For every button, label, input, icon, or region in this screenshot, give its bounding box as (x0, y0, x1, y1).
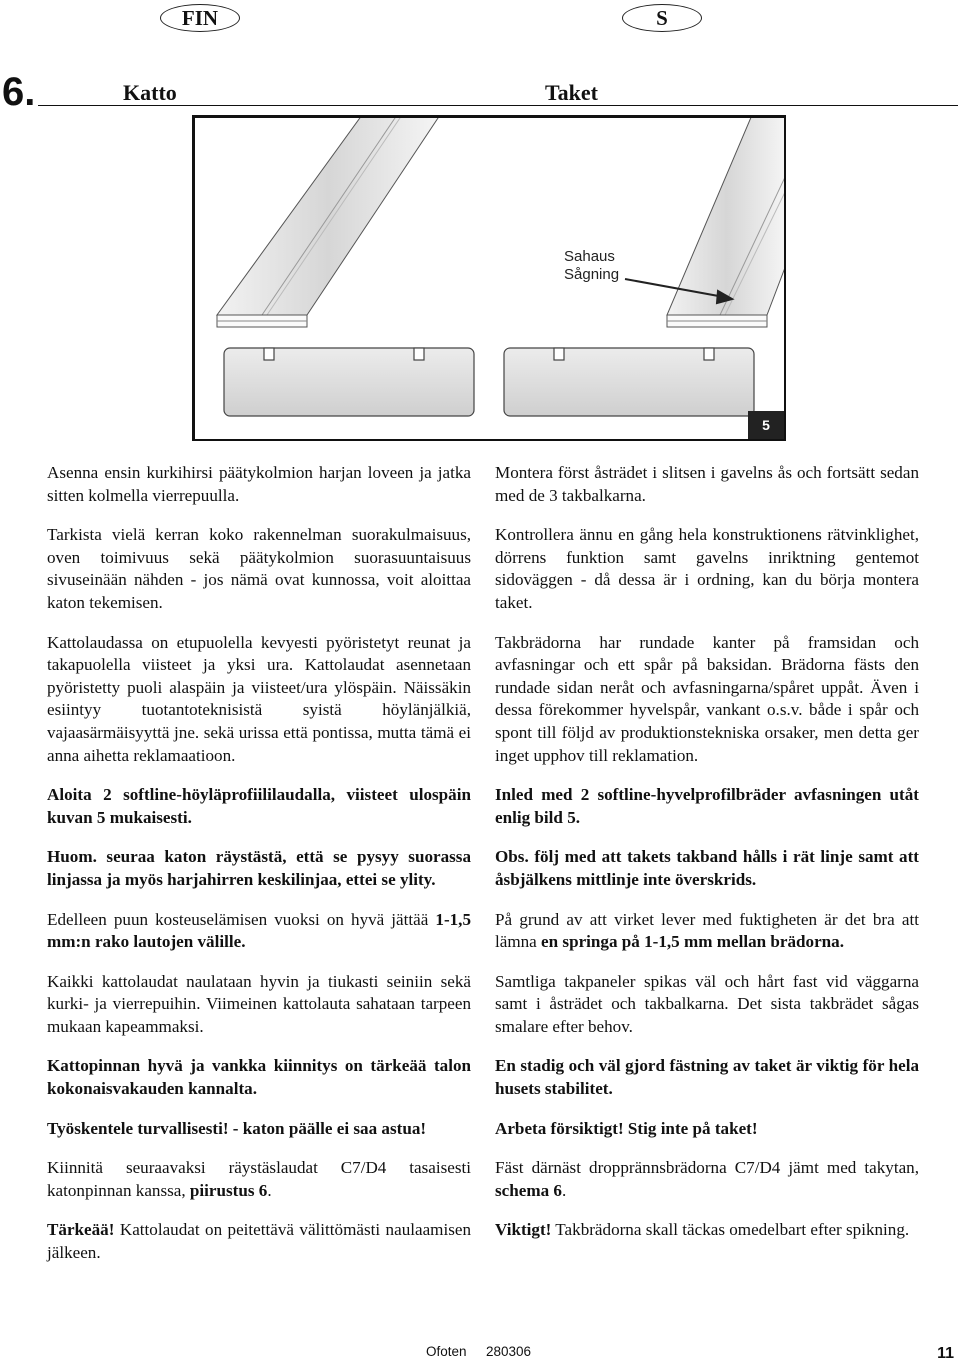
sv-paragraph-11 (495, 1219, 919, 1242)
board-profile-left (224, 348, 474, 416)
language-badge-fin: FIN (160, 4, 240, 32)
sv-paragraph-9: Arbeta försiktigt! Stig inte på taket! (495, 1118, 758, 1138)
sv-paragraph-3: Takbrädorna har rundade kanter på framsidan och avfasningar och ett spår på baksidan. Brädorna fästs den rundade sidan neråt och avfasningarna/spåret uppåt. Även i dessa förekommer hyvelspår, vankant o.s.v. både i spår och spont till följd av produktionstekniska orsaker, men detta ger inget upphov till reklamation. (495, 632, 919, 765)
section-number: 6. (2, 70, 36, 114)
figure-label-sawing-sv: Sågning (564, 266, 620, 283)
sv-important-text: Takbrädorna skall täckas omedelbart efter spikning. (551, 1220, 910, 1240)
section-title-fi: Katto (123, 80, 177, 105)
figure-number: 5 (748, 411, 784, 439)
sv-paragraph-4: Inled med 2 softline-hyvelprofilbräder avfasningen utåt enlig bild 5. (495, 785, 919, 827)
fi-eaves-text: Kiinnitä seuraavaksi räystäslaudat C7/D4 tasaisesti katonpinnan kanssa, (47, 1158, 471, 1200)
fi-gap-text: Edelleen puun kosteuselämisen vuoksi on hyvä jättää (47, 909, 436, 929)
fi-paragraph-2: Tarkista vielä kerran koko rakennelman suorakulmaisuus, oven toimivuus sekä päätykolmion suorasuuntaisuus sivuseinään nähden - jos nämä ovat kunnossa, voit aloittaa katon tekemisen. (47, 525, 471, 612)
fi-eaves-end: . (267, 1180, 272, 1200)
footer-brand: Ofoten (426, 1344, 467, 1359)
roof-board-illustration (192, 115, 786, 441)
sv-paragraph-7: Samtliga takpaneler spikas väl och hårt fast vid väggarna samt i åsträdet och takbalkarna. Det sista takbrädet sågas smalare efter behov. (495, 971, 919, 1036)
sv-drawing-ref: schema 6 (495, 1180, 562, 1200)
fi-important-label: Tärkeää! (47, 1220, 115, 1240)
fi-paragraph-4: Aloita 2 softline-höyläprofiililaudalla, viisteet ulospäin kuvan 5 mukaisesti. (47, 785, 471, 827)
fi-paragraph-7: Kaikki kattolaudat naulataan hyvin ja tiukasti seiniin sekä kurki- ja vierrepuihin. Viimeinen kattolauta sahataan tarpeen mukaan kapeammaksi. (47, 971, 471, 1036)
sv-eaves-end: . (561, 1180, 567, 1200)
figure-label-sawing-fi: Sahaus (564, 248, 615, 265)
footer-code: 280306 (486, 1344, 532, 1359)
fi-paragraph-3: Kattolaudassa on etupuolella kevyesti pyöristetyt reunat ja takapuolella viisteet ja yksi ura. Kattolaudat asennetaan pyöristetty puoli alaspäin ja viisteet/ura ylöspäin. Näissäkin esiintyy tuotantoteknisistä syistä höylänjälkiä, vajaasärmäisyyttä jne. sekä urissa että pontissa, mutta tämä ei anna aihetta reklamaatioon. (47, 632, 471, 765)
fi-paragraph-6 (47, 909, 471, 954)
section-title-sv: Taket (545, 80, 598, 105)
fi-paragraph-10 (47, 1157, 471, 1202)
sv-gap-text: På grund av att virket lever med fuktigheten är det bra att lämna (495, 909, 919, 952)
sv-paragraph-1: Montera först åsträdet i slitsen i gavelns ås och fortsätt sedan med de 3 takbalkarna. (495, 463, 919, 505)
fi-paragraph-8: Kattopinnan hyvä ja vankka kiinnitys on tärkeää talon kokonaisvakauden kannalta. (47, 1056, 471, 1099)
sv-paragraph-6 (495, 909, 919, 954)
fi-drawing-ref: piirustus 6 (189, 1180, 268, 1200)
column-finnish (47, 462, 471, 1282)
sv-paragraph-2: Kontrollera ännu en gång hela konstruktionens rätvinklighet, dörrens funktion samt gavelns inriktning gentemot sidoväggen - då dessa är i ordning, kan du börja montera taket. (495, 525, 919, 612)
figure-5 (192, 115, 786, 441)
fi-note-label: Huom. (47, 847, 97, 867)
fi-paragraph-1: Asenna ensin kurkihirsi päätykolmion harjan loveen ja jatka sitten kolmella vierrepuulla. (47, 463, 471, 505)
column-swedish (495, 462, 919, 1259)
board-profile-right (504, 348, 754, 416)
board-left (217, 115, 440, 327)
fi-note-text: seuraa katon räystästä, että se pysyy suorassa linjassa ja myös harjahirren keskilinjaa, ettei se ylity. (47, 847, 471, 889)
fi-paragraph-11 (47, 1219, 471, 1264)
sv-eaves-text: Fäst därnäst dropprännsbrädorna C7/D4 jämt med takytan, (495, 1158, 919, 1178)
fi-paragraph-9: Työskentele turvallisesti! - katon päälle ei saa astua! (47, 1118, 427, 1138)
sv-paragraph-8: En stadig och väl gjord fästning av taket är viktig för hela husets stabilitet. (495, 1056, 919, 1099)
sv-paragraph-5: Obs. följ med att takets takband hålls i rät linje samt att åsbjälkens mittlinje inte överskrids. (495, 847, 919, 889)
sv-important-label: Viktigt! (495, 1220, 552, 1240)
fi-gap-emphasis: 1-1,5 mm:n rako lautojen välille. (47, 909, 471, 952)
fi-important-text: Kattolaudat on peitettävä välittömästi naulaamisen jälkeen. (47, 1220, 471, 1263)
language-badge-s: S (622, 4, 702, 32)
fi-paragraph-5 (47, 846, 471, 891)
page-number: 11 (937, 1345, 954, 1362)
sv-gap-emphasis: en springa på 1-1,5 mm mellan brädorna. (541, 932, 845, 952)
sv-paragraph-10 (495, 1157, 919, 1202)
